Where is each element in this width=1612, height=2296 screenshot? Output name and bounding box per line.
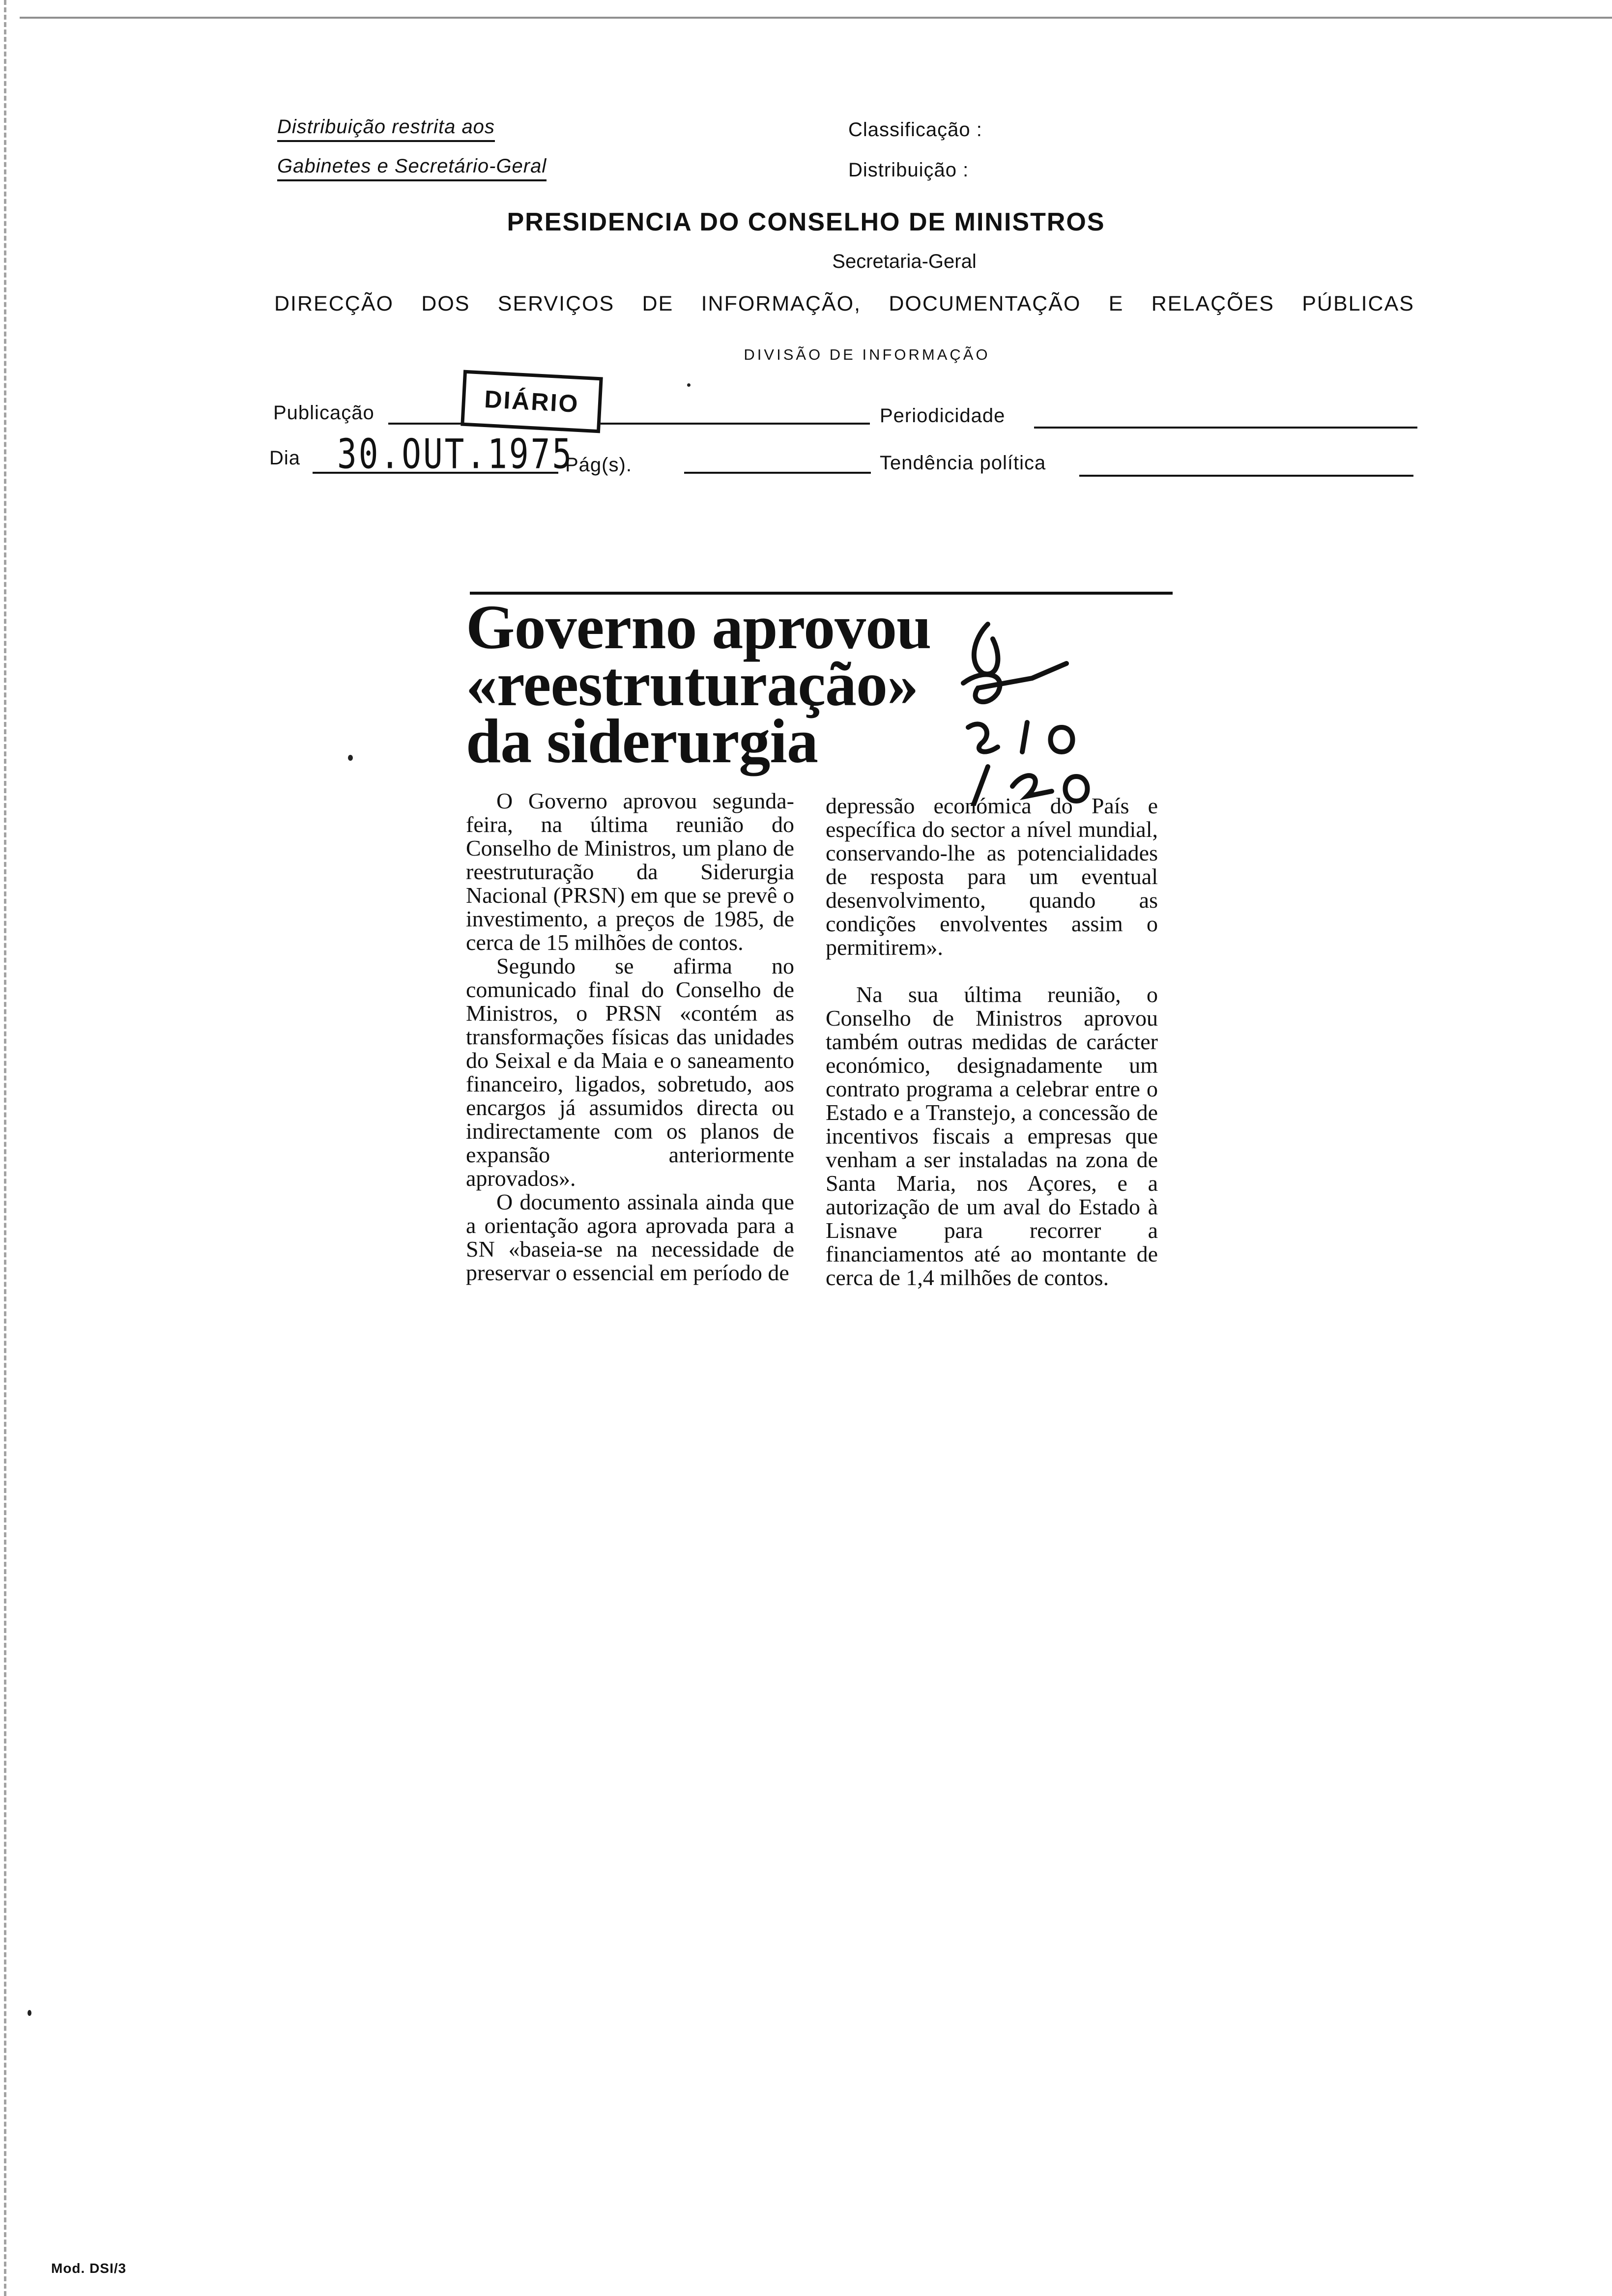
article-headline (466, 592, 931, 776)
tendencia-line (1079, 475, 1413, 477)
scan-edge-top (20, 17, 1612, 22)
direccao-word: DOCUMENTAÇÃO (889, 292, 1081, 316)
periodicidade-line (1034, 427, 1417, 429)
scan-edge-left (4, 0, 11, 2296)
publicacao-label: Publicação (273, 402, 374, 424)
pags-label: Pág(s). (565, 454, 632, 476)
article-paragraph: depressão económica do País e específica do sector a nível mundial, conservando-lhe as potencialidades de resposta para um eventual desenvolvimento, quando as condições envolventes assim o permitirem». (826, 793, 1158, 960)
article-paragraph: Na sua última reunião, o Conselho de Ministros aprovou também outras medidas de carácter económico, designadamente um contrato programa a celebrar entre o Estado e a Transtejo, a concessão de incentivos fiscais a empresas que venham a ser instaladas na zona de Santa Maria, nos Açores, e a autorização de um aval do Estado à Lisnave para recorrer a financiamentos até ao montante de cerca de 1,4 milhões de contos. (826, 982, 1158, 1290)
article-paragraph: O documento assinala ainda que a orientação agora aprovada para a SN «baseia-se na necessidade de preservar o essencial em período de (466, 1189, 794, 1285)
direccao-word: DOS (421, 292, 470, 316)
scan-speck (348, 755, 353, 761)
scan-speck (687, 383, 691, 387)
periodicidade-label: Periodicidade (880, 405, 1006, 427)
distribution-note-line1: Distribuição restrita aos (277, 116, 495, 142)
headline-line: Governo aprovou (466, 592, 931, 662)
article-paragraph: Segundo se afirma no comunicado final do Conselho de Ministros, o PRSN «contém as transformações físicas das unidades do Seixal e da Maia e o saneamento financeiro, ligados, sobretudo, aos encargos já assumidos directa ou indirectamente com os planos de expansão anteriormente aprovados». (466, 953, 794, 1191)
dia-date-stamp: 30.OUT.1975 (337, 430, 574, 478)
publicacao-stamp: DIÁRIO (461, 370, 603, 433)
pags-line (684, 472, 871, 474)
dia-label: Dia (269, 447, 301, 469)
distribution-note-line2: Gabinetes e Secretário-Geral (277, 155, 547, 181)
article-column-2 (826, 794, 1158, 1290)
direccao-word: E (1108, 292, 1124, 316)
direccao-word: DE (642, 292, 674, 316)
direccao-word: RELAÇÕES (1151, 292, 1274, 316)
divisao-informacao: DIVISÃO DE INFORMAÇÃO (744, 346, 990, 363)
headline-line: «reestruturação» (466, 649, 918, 719)
classificacao-label: Classificação : (848, 119, 982, 141)
tendencia-label: Tendência política (880, 452, 1046, 474)
direccao-word: SERVIÇOS (497, 292, 615, 316)
article-column-1 (466, 789, 794, 1285)
scan-speck (28, 2010, 31, 2016)
distribuicao-label: Distribuição : (848, 159, 969, 181)
handwritten-annotation (953, 609, 1111, 806)
secretaria-geral: Secretaria-Geral (832, 251, 977, 272)
ministry-title: PRESIDENCIA DO CONSELHO DE MINISTROS (507, 208, 1105, 236)
direccao-word: DIRECÇÃO (274, 292, 394, 316)
form-model-code: Mod. DSI/3 (51, 2261, 127, 2276)
direccao-word: PÚBLICAS (1302, 292, 1414, 316)
direccao-line (274, 292, 1414, 316)
direccao-word: INFORMAÇÃO, (701, 292, 861, 316)
headline-line: da siderurgia (466, 706, 818, 776)
article-paragraph: O Governo aprovou segunda-feira, na última reunião do Conselho de Ministros, um plano de reestruturação da Siderurgia Nacional (PRSN) em que se prevê o investimento, a preços de 1985, de cerca de 15 milhões de contos. (466, 788, 794, 955)
